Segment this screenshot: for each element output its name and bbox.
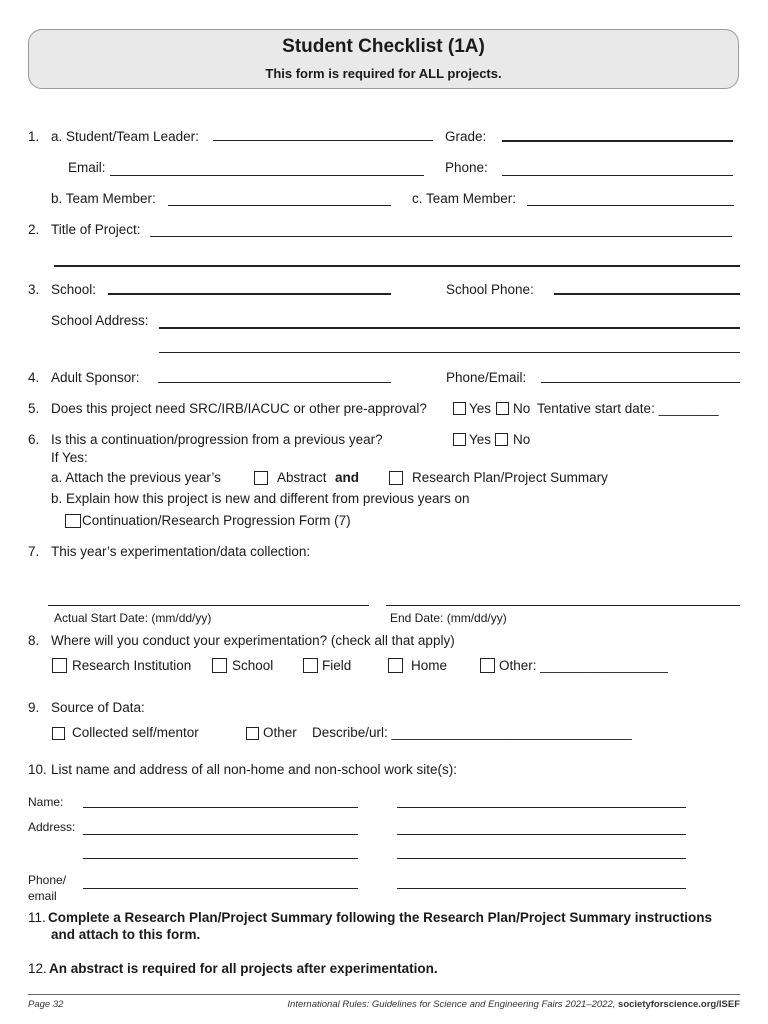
sponsor-contact-label: Phone/Email: — [446, 370, 527, 385]
footer-divider — [28, 994, 740, 995]
adult-sponsor-label: Adult Sponsor: — [51, 370, 140, 385]
collected-self-label: Collected self/mentor — [72, 725, 199, 740]
item-number: 10. — [28, 762, 47, 777]
research-plan-label: Research Plan/Project Summary — [412, 470, 608, 485]
item-number: 12. — [28, 961, 47, 976]
describe-url-field[interactable]: Describe/url: ________________________________ — [312, 725, 632, 740]
continuation-form-label: Continuation/Research Progression Form (7) — [82, 513, 351, 528]
item-number: 9. — [28, 700, 40, 715]
site2-address-field[interactable] — [397, 834, 686, 835]
home-checkbox[interactable] — [388, 658, 403, 673]
yes-label: Yes — [469, 432, 492, 447]
footer-citation — [287, 999, 740, 1010]
research-institution-label: Research Institution — [72, 658, 192, 673]
end-date-label: End Date: (mm/dd/yy) — [390, 611, 507, 625]
site1-contact-field[interactable] — [83, 888, 358, 889]
if-yes-label: If Yes: — [51, 450, 88, 465]
form-subtitle: This form is required for ALL projects. — [265, 66, 502, 81]
explain-label: b. Explain how this project is new and different from previous years on — [51, 491, 470, 506]
site2-contact-field[interactable] — [397, 888, 686, 889]
item-number: 4. — [28, 370, 40, 385]
experimentation-label: This year’s experimentation/data collection: — [51, 544, 311, 559]
item-number: 2. — [28, 222, 40, 237]
phone-field[interactable] — [502, 175, 733, 176]
school-address-field-line2[interactable] — [159, 352, 740, 353]
email-label: Email: — [68, 160, 106, 175]
research-plan-instruction-cont: and attach to this form. — [51, 927, 201, 942]
item-number: 5. — [28, 401, 40, 416]
team-leader-field[interactable] — [213, 140, 433, 141]
tentative-start-date[interactable]: Tentative start date: ________ — [537, 401, 719, 416]
school-checkbox[interactable] — [212, 658, 227, 673]
school-address-label: School Address: — [51, 313, 149, 328]
email-field[interactable] — [110, 175, 424, 176]
team-member-b-label: b. Team Member: — [51, 191, 156, 206]
form-title: Student Checklist (1A) — [282, 36, 485, 57]
work-sites-label: List name and address of all non-home and non-school work site(s): — [51, 762, 457, 777]
form-header — [28, 29, 739, 89]
school-option-label: School — [232, 658, 274, 673]
attach-previous-label: a. Attach the previous year’s — [51, 470, 221, 485]
project-title-field[interactable] — [150, 236, 732, 237]
phone-label: Phone: — [445, 160, 488, 175]
school-label: School: — [51, 282, 97, 297]
research-plan-checkbox[interactable] — [389, 471, 403, 485]
grade-label: Grade: — [445, 129, 487, 144]
pre-approval-question: Does this project need SRC/IRB/IACUC or other pre-approval? — [51, 401, 427, 416]
item-number: 7. — [28, 544, 40, 559]
other-location-label[interactable]: Other: _________________ — [499, 658, 668, 673]
site1-address-field-line2[interactable] — [83, 858, 358, 859]
site2-name-field[interactable] — [397, 807, 686, 808]
site1-name-field[interactable] — [83, 807, 358, 808]
continuation-question: Is this a continuation/progression from a previous year? — [51, 432, 383, 447]
field-checkbox[interactable] — [303, 658, 318, 673]
item-number: 3. — [28, 282, 40, 297]
school-phone-field[interactable] — [554, 293, 740, 295]
pre-approval-no-checkbox[interactable] — [496, 402, 509, 415]
sponsor-contact-field[interactable] — [541, 382, 740, 383]
other-source-label: Other — [263, 725, 297, 740]
grade-field[interactable] — [502, 140, 733, 142]
school-phone-label: School Phone: — [446, 282, 534, 297]
project-title-field-line2[interactable] — [54, 265, 740, 267]
site-address-label: Address: — [28, 820, 76, 834]
team-member-c-field[interactable] — [527, 205, 734, 206]
start-date-label: Actual Start Date: (mm/dd/yy) — [54, 611, 212, 625]
pre-approval-yes-checkbox[interactable] — [453, 402, 466, 415]
item-number: 11. — [28, 910, 46, 925]
research-institution-checkbox[interactable] — [52, 658, 67, 673]
team-leader-label: a. Student/Team Leader: — [51, 129, 199, 144]
footer-site-link[interactable]: societyforscience.org/ISEF — [618, 999, 740, 1010]
adult-sponsor-field[interactable] — [158, 382, 391, 383]
team-member-b-field[interactable] — [168, 205, 391, 206]
abstract-label: Abstract — [277, 470, 327, 485]
other-source-checkbox[interactable] — [246, 727, 259, 740]
no-label: No — [513, 401, 531, 416]
start-date-field[interactable] — [48, 605, 369, 606]
research-plan-instruction: Complete a Research Plan/Project Summary following the Research Plan/Project Summary instructions — [48, 910, 712, 925]
home-option-label: Home — [411, 658, 448, 673]
yes-label: Yes — [469, 401, 492, 416]
item-number: 1. — [28, 129, 40, 144]
team-member-c-label: c. Team Member: — [412, 191, 517, 206]
data-source-label: Source of Data: — [51, 700, 145, 715]
site-phone-label: Phone/ — [28, 873, 67, 887]
site-email-label: email — [28, 889, 57, 903]
and-label: and — [335, 470, 360, 485]
no-label: No — [513, 432, 531, 447]
site2-address-field-line2[interactable] — [397, 858, 686, 859]
item-number: 6. — [28, 432, 40, 447]
site-name-label: Name: — [28, 795, 64, 809]
location-question: Where will you conduct your experimentation? (check all that apply) — [51, 633, 455, 648]
continuation-yes-checkbox[interactable] — [453, 433, 466, 446]
continuation-form-checkbox[interactable] — [65, 514, 81, 528]
other-location-checkbox[interactable] — [480, 658, 495, 673]
field-option-label: Field — [322, 658, 352, 673]
citation-text: International Rules: Guidelines for Science and Engineering Fairs 2021–2022, — [287, 999, 616, 1010]
school-field[interactable] — [108, 293, 391, 295]
page-number: Page 32 — [28, 999, 64, 1010]
abstract-checkbox[interactable] — [254, 471, 268, 485]
school-address-field[interactable] — [159, 327, 740, 329]
end-date-field[interactable] — [386, 605, 740, 606]
collected-self-checkbox[interactable] — [52, 727, 65, 740]
item-number: 8. — [28, 633, 40, 648]
continuation-no-checkbox[interactable] — [495, 433, 508, 446]
abstract-requirement: An abstract is required for all projects after experimentation. — [49, 961, 438, 976]
site1-address-field[interactable] — [83, 834, 358, 835]
project-title-label: Title of Project: — [51, 222, 141, 237]
